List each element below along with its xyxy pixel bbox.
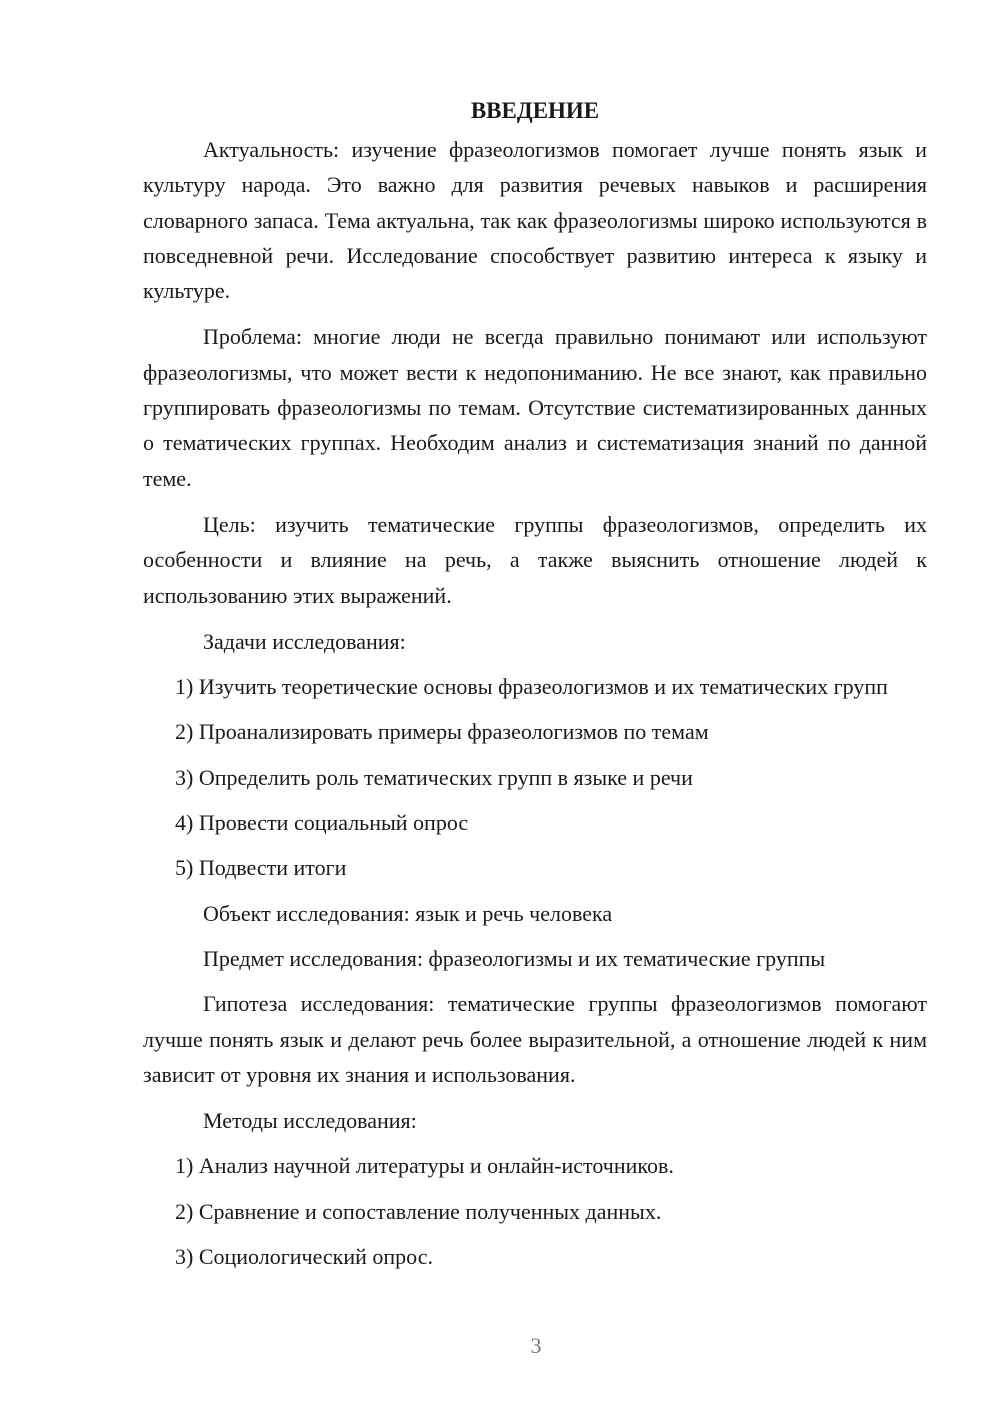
- task-item-3: 3) Определить роль тематических групп в языке и речи: [175, 764, 693, 790]
- document-page: [143, 96, 927, 1284]
- task-item-5: 5) Подвести итоги: [175, 855, 347, 881]
- method-item-3: 3) Социологический опрос.: [175, 1244, 433, 1270]
- problem-paragraph: Проблема: многие люди не всегда правильно понимают или используют фразеологизмы, что может вести к недопониманию. Не все знают, как правильно группировать фразеологизмы по темам. Отсутствие систематизированных данных о тематических группах. Необходим анализ и систематизация знаний по данной теме.: [143, 324, 927, 491]
- methods-heading: Методы исследования:: [203, 1108, 417, 1134]
- subject-line: Предмет исследования: фразеологизмы и их тематические группы: [203, 945, 826, 971]
- task-item-4: 4) Провести социальный опрос: [175, 810, 469, 836]
- task-item-2: 2) Проанализировать примеры фразеологизмов по темам: [175, 719, 709, 745]
- method-item-2: 2) Сравнение и сопоставление полученных данных.: [175, 1198, 662, 1224]
- object-line: Объект исследования: язык и речь человека: [203, 900, 613, 926]
- method-item-1: 1) Анализ научной литературы и онлайн-источников.: [175, 1153, 674, 1179]
- page-title: ВВЕДЕНИЕ: [470, 98, 600, 123]
- page-number: 3: [530, 1333, 542, 1358]
- relevance-paragraph: Актуальность: изучение фразеологизмов помогает лучше понять язык и культуру народа. Это важно для развития речевых навыков и расширения словарного запаса. Тема актуальна, так как фразеологизмы широко используются в повседневной речи. Исследование способствует развитию интереса к языку и культуре.: [143, 137, 927, 304]
- tasks-heading: Задачи исследования:: [203, 628, 406, 654]
- task-item-1: 1) Изучить теоретические основы фразеологизмов и их тематических групп: [175, 674, 888, 700]
- goal-paragraph: Цель: изучить тематические группы фразеологизмов, определить их особенности и влияние на речь, а также выяснить отношение людей к использованию этих выражений.: [143, 511, 927, 608]
- hypothesis-paragraph: Гипотеза исследования: тематические группы фразеологизмов помогают лучше понять язык и делают речь более выразительной, а отношение людей к ним зависит от уровня их знания и использования.: [143, 991, 927, 1087]
